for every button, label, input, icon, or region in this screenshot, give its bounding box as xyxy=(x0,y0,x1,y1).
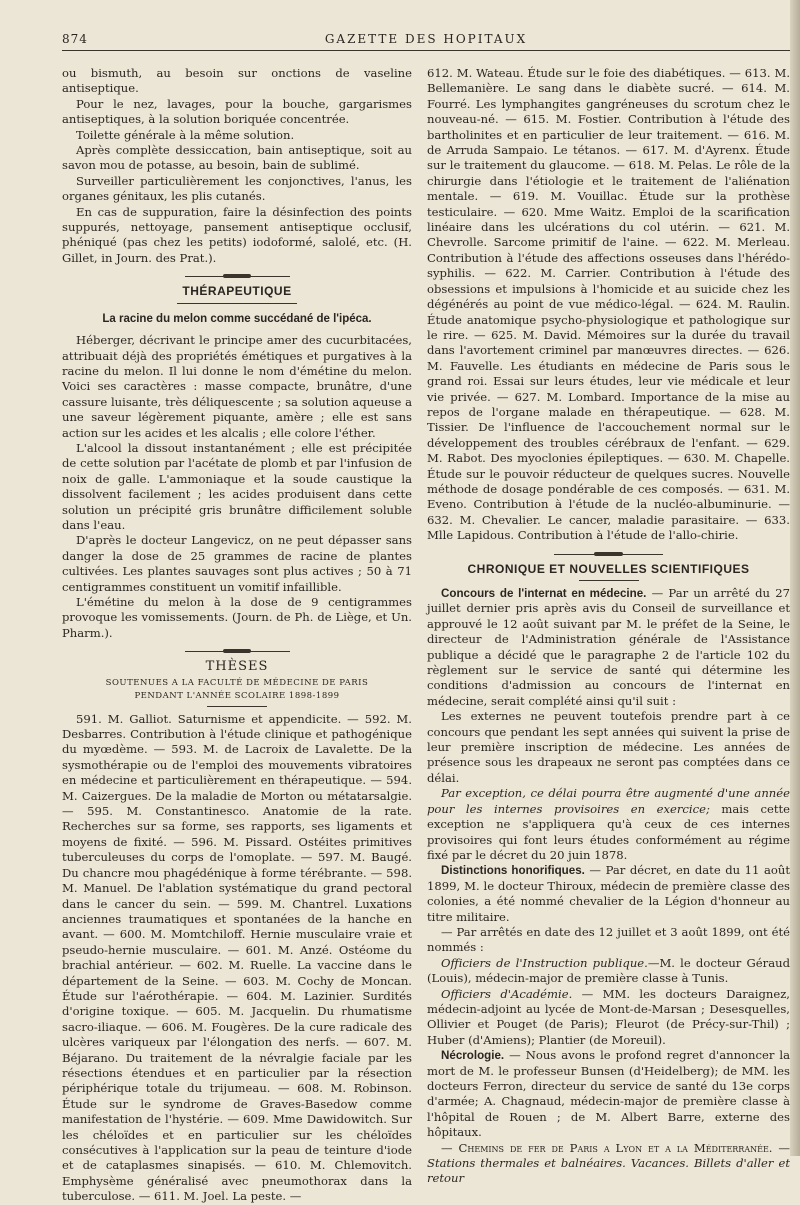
paragraph-internat xyxy=(427,586,790,709)
title-rule xyxy=(177,303,297,304)
paragraph: L'émétine du melon à la dose de 9 centigrammes provoque les vomissements. (Journ. de Ph. de Liège, et Un. Pharm.). xyxy=(62,595,412,640)
ornament-divider xyxy=(427,550,790,558)
section-title-therapeutique: THÉRAPEUTIQUE xyxy=(182,284,292,299)
theses-list: 591. M. Galliot. Saturnisme et appendicite. — 592. M. Desbarres. Contribution à l'étude clinique et pathogénique du myœdème. — 593. M. de Lacroix de Lavalette. De la sysmothérapie ou de l'emploi des mouvements vibratoires en médecine et particulièrement en thérapeutique. — 594. M. Caizergues. De la maladie de Morton ou métatarsalgie. — 595. M. Constantinesco. Anatomie de la rate. Recherches sur sa forme, ses rapports, ses ligaments et moyens de fixité. — 596. M. Pissard. Ostéites primitives tuberculeuses du corps de l'omoplate. — 597. M. Baugé. Du chancre mou phagédénique à forme térébrante. — 598. M. Manuel. De l'ablation systématique du grand pectoral dans le cancer du sein. — 599. M. Chantrel. Luxations anciennes traumatiques et spontanées de la hanche en avant. — 600. M. Momtchiloff. Hernie musculaire vraie et pseudo-hernie musculaire. — 601. M. Anzé. Ostéome du brachial antérieur. — 602. M. Ruelle. La vaccine dans le département de la Seine. — 603. M. Cochy de Moncan. Étude sur l'aérothérapie. — 604. M. Lazinier. Surdités d'origine toxique. — 605. M. Jacquelin. Du rhumatisme sacro-iliaque. — 606. M. Fougères. De la cure radicale des ulcères variqueux par l'élongation des nerfs. — 607. M. Béjarano. Du traitement de la névralgie faciale par les résections étendues et en particulier par la résection périphérique totale du trijumeau. — 608. M. Robinson. Étude sur le syndrome de Graves-Basedow comme manifestation de l'hystérie. — 609. Mme Dawidowitch. Sur les chéloïdes et en particulier sur les chéloïdes consécutives à l'application sur la peau de teinture d'iode et de cataplasmes sinapisés. — 610. M. Chlemovitch. Emphysème généralisé avec pneumothorax dans la tuberculose. — 611. M. Joel. La peste. — xyxy=(62,711,412,1204)
page-header xyxy=(62,30,790,51)
lead-distinctions: Distinctions honorifiques. xyxy=(441,864,585,878)
section-title-theses: THÈSES xyxy=(205,659,269,675)
article-subtitle: La racine du melon comme succédané de l'ipéca. xyxy=(102,312,372,325)
paragraph-chemins xyxy=(427,1141,790,1187)
text-internat: — Par un arrêté du 27 juillet dernier pris après avis du Conseil de surveillance et approuvé le 12 août suivant par M. le préfet de la Seine, le directeur de l'Administration générale de l'Assistance publique a décidé que le paragraphe 2 de l'article 102 du règlement sur le service de santé qui détermine les conditions d'admission au concours de l'internat en médecine, serait complété ainsi qu'il suit : xyxy=(427,586,790,708)
paragraph: L'alcool la dissout instantanément ; elle est précipitée de cette solution par l'acétate de plomb et par l'infusion de noix de galle. L'ammoniaque et la soude caustique la dissolvent facilement ; les acides produisent dans cette solution un précipité gris brunâtre difficilement soluble dans l'eau. xyxy=(62,440,412,532)
text: mais cette exception ne s'appliquera qu'à ceux de ces internes provisoires qui font leurs études conformément au régime fixé par le décret du 20 juin 1878. xyxy=(427,801,791,862)
theses-subheading-year: PENDANT L'ANNÉE SCOLAIRE 1898-1899 xyxy=(134,690,340,701)
left-column xyxy=(62,66,412,1205)
paragraph: En cas de suppuration, faire la désinfection des points suppurés, nettoyage, pansement antiseptique occlusif, phéniqué (pas chez les petits) iodoformé, salolé, etc. (H. Gillet, in Journ. des Prat.). xyxy=(62,204,412,265)
lead-necrologie: Nécrologie. xyxy=(441,1049,505,1063)
paragraph: Surveiller particulièrement les conjonctives, l'anus, les organes génitaux, les plis cutanés. xyxy=(62,173,412,204)
paragraph: Pour le nez, lavages, pour la bouche, gargarismes antiseptiques, à la solution boriquée concentrée. xyxy=(62,96,412,127)
paragraph: Toilette générale à la même solution. xyxy=(76,127,295,142)
italic-text: Par exception, ce délai pourra être augmenté d'une année pour les internes provisoires en exercice; xyxy=(427,786,790,816)
paragraph xyxy=(427,987,790,1049)
paragraph: Après complète dessiccation, bain antiseptique, soit au savon mou de potasse, au besoin, bain de sublimé. xyxy=(62,143,412,173)
theses-subheading: SOUTENUES A LA FACULTÉ DE MÉDECINE DE PARIS xyxy=(105,677,369,688)
italic-label: Officiers de l'Instruction publique. xyxy=(441,955,648,970)
section-title-chronique: CHRONIQUE ET NOUVELLES SCIENTIFIQUES xyxy=(467,561,750,576)
paragraph: ou bismuth, au besoin sur onctions de vaseline antiseptique. xyxy=(62,66,412,96)
page-number: 874 xyxy=(62,32,88,46)
journal-title: GAZETTE DES HOPITAUX xyxy=(324,32,528,46)
page-edge xyxy=(790,0,800,1156)
paragraph-necrologie xyxy=(427,1048,790,1140)
short-rule xyxy=(207,706,267,707)
ornament-divider xyxy=(62,647,412,655)
paragraph: D'après le docteur Langevicz, on ne peut dépasser sans danger la dose de 25 grammes de racine de plantes cultivées. Les plantes sauvages sont plus actives ; 50 à 71 centigrammes constituent un vomitif infaillible. xyxy=(62,533,412,594)
text: —M. le docteur Géraud (Louis), médecin-major de première classe à Tunis. xyxy=(427,955,790,986)
paragraph xyxy=(427,786,790,863)
paragraph: Héberger, décrivant le principe amer des cucurbitacées, attribuait déjà des propriétés émétiques et purgatives à la racine du melon. Il lui donne le nom d'émétine du melon. Voici ses caractères : masse compacte, brunâtre, d'une cassure luisante, très déliquescente ; sa solution aqueuse a une saveur légèrement piquante, amère ; elle est sans action sur les acides et les alcalis ; elle colore l'éther. xyxy=(62,333,412,440)
paragraph: Les externes ne peuvent toutefois prendre part à ce concours que pendant les sept années qui suivent la prise de leur première inscription de médecine. Les années de présence sous les drapeaux ne seront pas comptées dans ce délai. xyxy=(427,709,790,785)
text: — Chemins de fer de Paris a Lyon et a la Méditerranée. — xyxy=(441,1140,790,1155)
text: — Par décret, en date du 11 août 1899, M. le docteur Thiroux, médecin de première classe des colonies, a été nommé chevalier de la Légion d'honneur au titre militaire. xyxy=(427,863,790,924)
italic-label: Officiers d'Académie. xyxy=(441,986,573,1001)
lead-internat: Concours de l'internat en médecine. xyxy=(441,587,647,600)
paragraph: — Par arrêtés en date des 12 juillet et 3 août 1899, ont été nommés : xyxy=(427,924,790,955)
short-rule xyxy=(579,580,639,581)
italic-text: Stations thermales et balnéaires. Vacances. Billets d'aller et retour xyxy=(427,1156,790,1186)
text: — Nous avons le profond regret d'annoncer la mort de M. le professeur Bunsen (d'Heidelberg); de MM. les docteurs Ferron, directeur du service de santé du 13e corps d'armée; A. Chagnaud, médecin-major de première classe à l'hôpital de Rouen ; de M. Albert Barre, externe des hôpitaux. xyxy=(427,1048,790,1140)
ornament-divider xyxy=(62,272,412,280)
paragraph xyxy=(427,956,790,987)
theses-list-continued: 612. M. Wateau. Étude sur le foie des diabétiques. — 613. M. Bellemanière. Le sang dans le diabète sucré. — 614. M. Fourré. Les lymphangites gangréneuses du scrotum chez le nouveau-né. — 615. M. Fostier. Contribution à l'étude des bartholinites et en particulier de leur traitement. — 616. M. de Arruda Sampaio. Le tétanos. — 617. M. d'Ayrenx. Étude sur le traitement du glaucome. — 618. M. Pelas. Le rôle de la chirurgie dans l'étiologie et le traitement de l'aliénation mentale. — 619. M. Vouillac. Étude sur la prothèse testiculaire. — 620. Mme Waitz. Emploi de la scarification linéaire dans les ulcérations du col utérin. — 621. M. Chevrolle. Sarcome primitif de l'aine. — 622. M. Merleau. Contribution à l'étude des affections osseuses dans l'hérédo-syphilis. — 622. M. Carrier. Contribution à l'étude des obsessions et impulsions à l'homicide et au suicide chez les dégénérés au point de vue médico-légal. — 624. M. Raulin. Étude anatomique psycho-physiologique et pathologique sur le rire. — 625. M. David. Mémoires sur la durée du travail dans l'avortement criminel par manœuvres directes. — 626. M. Fauvelle. Les étudiants en médecine de Paris sous le grand roi. Essai sur leurs études, leur vie médicale et leur vie privée. — 627. M. Lombard. Importance de la mise au repos de l'organe malade en thérapeutique. — 628. M. Tissier. De l'influence de l'accouchement normal sur le développement des troubles cérébraux de l'enfant. — 629. M. Rabot. Des myoclonies épileptiques. — 630. M. Chapelle. Étude sur le pouvoir réducteur de quelques sucres. Nouvelle méthode de dosage pondérable de ces composés. — 631. M. Eveno. Contribution à l'étude de la nucléo-albuminurie. — 632. M. Chevalier. Le cancer, maladie parasitaire. — 633. Mlle Lapidous. Contribution à l'étude de l'allo-chirie. xyxy=(427,66,790,543)
text: — MM. les docteurs Daraignez, médecin-adjoint au lycée de Mont-de-Marsan ; Desesquelles, Ollivier et Pouget (de Paris); Fleurot (de Précy-sur-Thil) ; Huber (d'Amiens); Plantier (de Moreuil). xyxy=(427,986,790,1047)
paragraph-distinctions xyxy=(427,863,790,925)
right-column xyxy=(427,66,790,1187)
